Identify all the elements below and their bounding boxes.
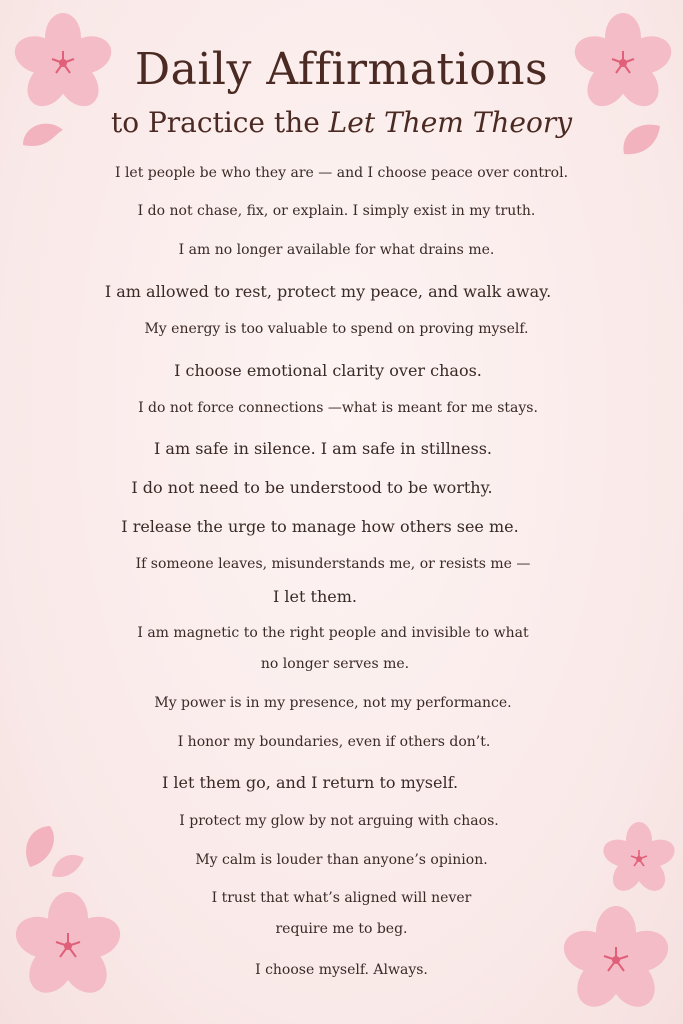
cherry-blossom-icon <box>556 900 676 1020</box>
affirmation-line: I am allowed to rest, protect my peace, and walk away. <box>104 282 552 301</box>
affirmation-line: I let them. <box>273 587 357 606</box>
affirmation-line: I let people be who they are — and I choose peace over control. <box>114 165 569 181</box>
affirmation-line: I do not chase, fix, or explain. I simply exist in my truth. <box>137 203 536 219</box>
page-subtitle <box>0 106 683 139</box>
subtitle-emphasis: Let Them Theory <box>328 106 573 139</box>
affirmation-line: If someone leaves, misunderstands me, or resists me — <box>135 556 531 572</box>
affirmation-line: I am safe in silence. I am safe in stillness. <box>154 439 492 458</box>
affirmation-line: My power is in my presence, not my performance. <box>154 695 512 711</box>
affirmation-line: My energy is too valuable to spend on proving myself. <box>144 321 529 337</box>
affirmation-line: I do not force connections —what is meant for me stays. <box>138 400 538 416</box>
affirmation-line: I am no longer available for what drains me. <box>178 242 495 258</box>
affirmation-line: I trust that what’s aligned will never <box>211 890 472 906</box>
affirmation-line: require me to beg. <box>275 921 408 937</box>
affirmation-line: I release the urge to manage how others see me. <box>121 517 519 536</box>
affirmation-line: I am magnetic to the right people and invisible to what <box>137 625 529 641</box>
subtitle-prefix: to Practice the <box>110 106 329 139</box>
affirmation-line: My calm is louder than anyone’s opinion. <box>195 852 488 868</box>
affirmation-line: I choose emotional clarity over chaos. <box>174 361 482 380</box>
affirmation-line: I choose myself. Always. <box>255 962 428 978</box>
affirmation-line: I let them go, and I return to myself. <box>161 773 459 792</box>
affirmation-line: I honor my boundaries, even if others don’t. <box>177 734 491 750</box>
affirmation-line: I do not need to be understood to be worthy. <box>131 478 493 497</box>
affirmation-line: I protect my glow by not arguing with chaos. <box>179 813 499 829</box>
affirmation-line: no longer serves me. <box>260 656 410 672</box>
page-title: Daily Affirmations <box>134 44 549 95</box>
